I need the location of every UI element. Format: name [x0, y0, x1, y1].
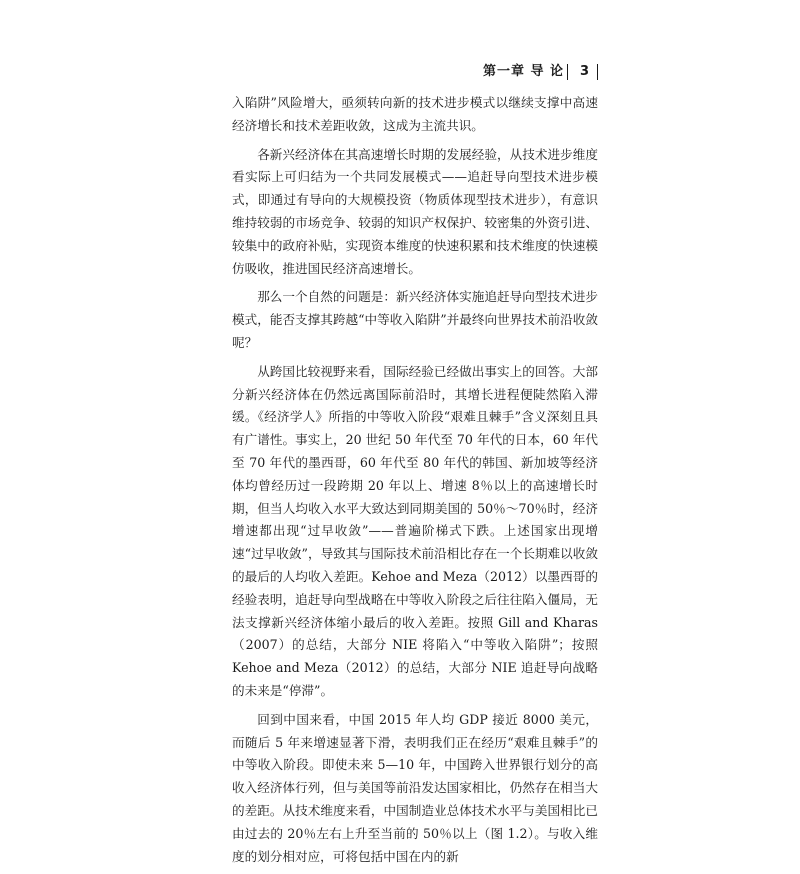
chapter-title: 第一章 导 论	[482, 64, 564, 79]
page-number: 3	[580, 64, 590, 79]
body-text	[232, 92, 598, 874]
paragraph: 从跨国比较视野来看，国际经验已经做出事实上的回答。大部分新兴经济体在仍然远离国际前沿时，其增长进程便陡然陷入滞缓。《经济学人》所指的中等收入阶段“艰难且棘手”含义深刻且具有广谱性。事实上，20 世纪 50 年代至 70 年代的日本，60 年代至 70 年代的墨西哥，60 年代至 80 年代的韩国、新加坡等经济体均曾经历过一段跨期 20 年以上、增速 8％以上的高速增长时期，但当人均收入水平大致达到同期美国的 50％～70％时，经济增速都出现“过早收敛”——普遍阶梯式下跌。上述国家出现增速“过早收敛”，导致其与国际技术前沿相比存在一个长期难以收敛的最后的人均收入差距。Kehoe and Meza（2012）以墨西哥的经验表明，追赶导向型战略在中等收入阶段之后往往陷入僵局，无法支撑新兴经济体缩小最后的收入差距。按照 Gill and Kharas（2007）的总结，大部分 NIE 将陷入“中等收入陷阱”；按照 Kehoe and Meza（2012）的总结，大部分 NIE 追赶导向战略的未来是“停滞”。	[232, 363, 598, 698]
paragraph: 回到中国来看，中国 2015 年人均 GDP 接近 8000 美元，而随后 5 年来增速显著下滑，表明我们正在经历“艰难且棘手”的中等收入阶段。即使未来 5—10 年，中国跨入世界银行划分的高收入经济体行列，但与美国等前沿发达国家相比，仍然存在相当大的差距。从技术维度来看，中国制造业总体技术水平与美国相比已由过去的 20％左右上升至当前的 50％以上（图 1.2）。与收入维度的划分相对应，可将包括中国在内的新	[232, 711, 598, 864]
header-divider	[567, 64, 568, 80]
paragraph: 入陷阱”风险增大，亟须转向新的技术进步模式以继续支撑中高速经济增长和技术差距收敛，这成为主流共识。	[232, 95, 598, 133]
paragraph: 那么一个自然的问题是：新兴经济体实施追赶导向型技术进步模式，能否支撑其跨越“中等收入陷阱”并最终向世界技术前沿收敛呢？	[232, 289, 598, 350]
header-divider	[597, 64, 598, 80]
paragraph: 各新兴经济体在其高速增长时期的发展经验，从技术进步维度看实际上可归结为一个共同发展模式——追赶导向型技术进步模式，即通过有导向的大规模投资（物质体现型技术进步），有意识维持较弱的市场竞争、较弱的知识产权保护、较密集的外资引进、较集中的政府补贴，实现资本维度的快速积累和技术维度的快速模仿吸收，推进国民经济高速增长。	[232, 146, 598, 276]
page-header	[0, 62, 800, 82]
